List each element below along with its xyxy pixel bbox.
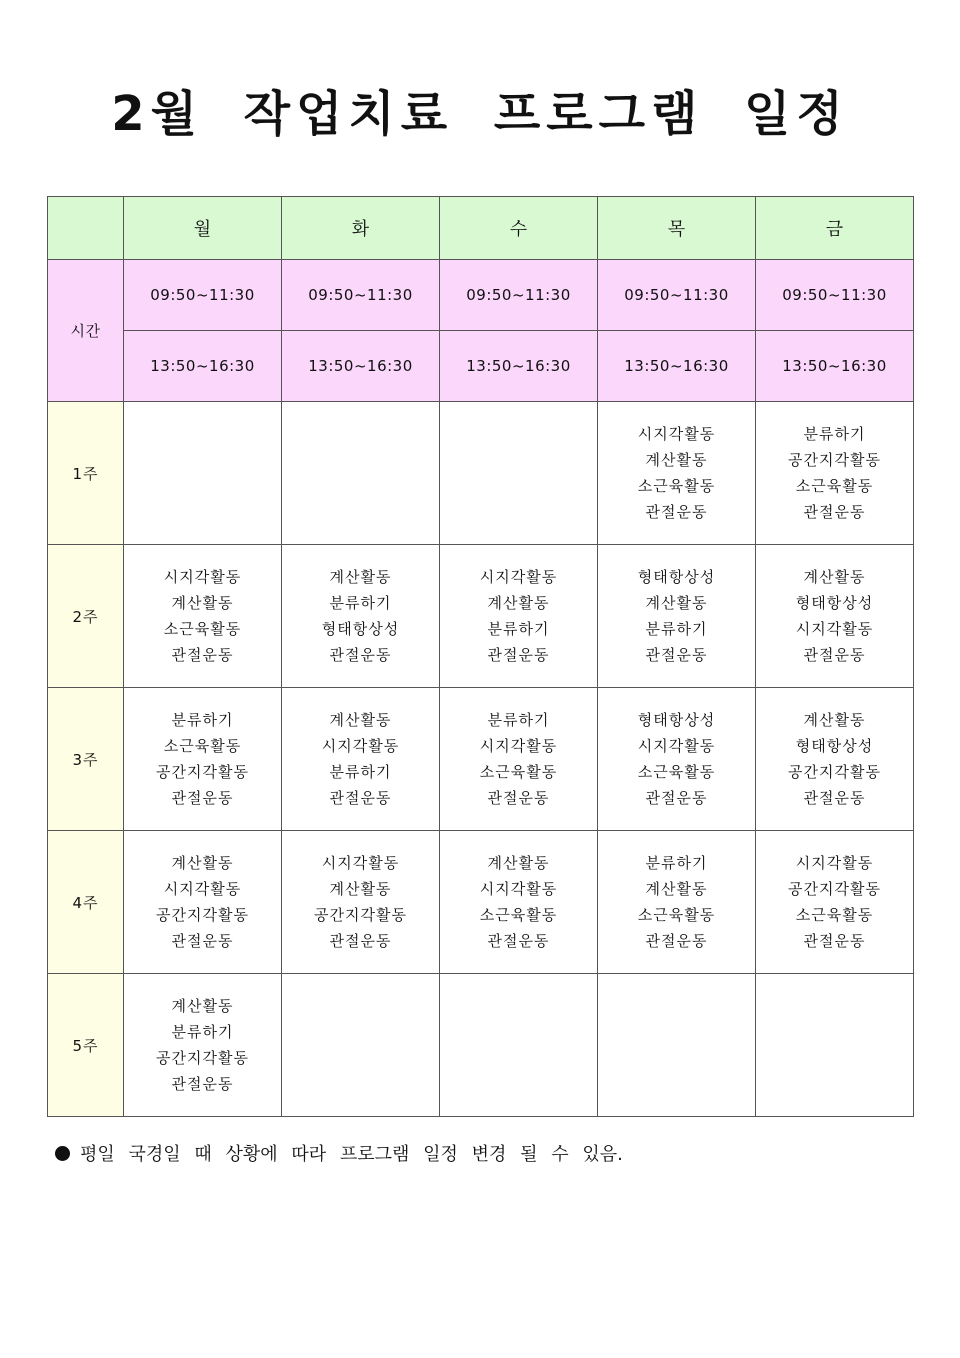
week-row bbox=[48, 545, 914, 688]
footnote bbox=[55, 1140, 915, 1170]
time-row-morning bbox=[48, 260, 914, 331]
activity-item: 관절운동 bbox=[803, 789, 866, 807]
schedule-cell bbox=[282, 688, 440, 831]
schedule-cell bbox=[756, 831, 914, 974]
activity-item: 소근육활동 bbox=[637, 906, 716, 924]
activity-item: 시지각활동 bbox=[479, 880, 558, 898]
activity-item: 계산활동 bbox=[645, 451, 708, 469]
activity-item: 형태항상성 bbox=[321, 620, 400, 638]
schedule-cell bbox=[440, 974, 598, 1117]
activity-item: 시지각활동 bbox=[321, 737, 400, 755]
activity-item: 관절운동 bbox=[487, 646, 550, 664]
activity-item: 시지각활동 bbox=[479, 737, 558, 755]
activity-item: 관절운동 bbox=[171, 646, 234, 664]
schedule-cell bbox=[282, 831, 440, 974]
activity-item: 형태항상성 bbox=[637, 568, 716, 586]
schedule-cell bbox=[124, 402, 282, 545]
activity-item: 관절운동 bbox=[803, 932, 866, 950]
time-slot: 13:50~16:30 bbox=[756, 331, 914, 402]
schedule-cell bbox=[440, 545, 598, 688]
schedule-cell bbox=[282, 545, 440, 688]
activity-item: 계산활동 bbox=[171, 594, 234, 612]
activity-item: 시지각활동 bbox=[321, 854, 400, 872]
week-row bbox=[48, 831, 914, 974]
activity-item: 공간지각활동 bbox=[156, 906, 249, 924]
activity-item: 계산활동 bbox=[329, 880, 392, 898]
activity-item: 계산활동 bbox=[645, 594, 708, 612]
activity-item: 시지각활동 bbox=[795, 620, 874, 638]
corner-cell bbox=[48, 197, 124, 260]
activity-item: 시지각활동 bbox=[637, 737, 716, 755]
activity-item: 분류하기 bbox=[487, 711, 550, 729]
activity-item: 계산활동 bbox=[487, 594, 550, 612]
activity-item: 시지각활동 bbox=[163, 568, 242, 586]
schedule-cell bbox=[756, 402, 914, 545]
day-header-thu: 목 bbox=[598, 197, 756, 260]
time-slot: 09:50~11:30 bbox=[124, 260, 282, 331]
schedule-cell bbox=[598, 688, 756, 831]
activity-item: 소근육활동 bbox=[479, 763, 558, 781]
activity-item: 소근육활동 bbox=[637, 477, 716, 495]
schedule-cell bbox=[756, 545, 914, 688]
week-label: 5주 bbox=[48, 974, 124, 1117]
schedule-table bbox=[47, 196, 914, 1117]
schedule-cell bbox=[124, 974, 282, 1117]
time-slot: 13:50~16:30 bbox=[124, 331, 282, 402]
header-row bbox=[48, 197, 914, 260]
schedule-cell bbox=[756, 974, 914, 1117]
activity-item: 분류하기 bbox=[329, 763, 392, 781]
week-label: 2주 bbox=[48, 545, 124, 688]
day-header-fri: 금 bbox=[756, 197, 914, 260]
week-row bbox=[48, 688, 914, 831]
activity-item: 관절운동 bbox=[487, 932, 550, 950]
activity-item: 소근육활동 bbox=[795, 906, 874, 924]
activity-item: 관절운동 bbox=[171, 932, 234, 950]
activity-item: 분류하기 bbox=[171, 1023, 234, 1041]
activity-item: 관절운동 bbox=[329, 932, 392, 950]
schedule-cell bbox=[124, 831, 282, 974]
activity-item: 형태항상성 bbox=[795, 737, 874, 755]
activity-item: 관절운동 bbox=[329, 789, 392, 807]
activity-item: 계산활동 bbox=[329, 568, 392, 586]
week-label: 1주 bbox=[48, 402, 124, 545]
activity-item: 소근육활동 bbox=[163, 620, 242, 638]
week-label: 4주 bbox=[48, 831, 124, 974]
activity-item: 시지각활동 bbox=[479, 568, 558, 586]
activity-item: 소근육활동 bbox=[479, 906, 558, 924]
day-header-mon: 월 bbox=[124, 197, 282, 260]
activity-item: 계산활동 bbox=[171, 997, 234, 1015]
schedule-cell bbox=[124, 545, 282, 688]
schedule-cell bbox=[598, 974, 756, 1117]
time-slot: 13:50~16:30 bbox=[282, 331, 440, 402]
activity-item: 분류하기 bbox=[645, 620, 708, 638]
schedule-cell bbox=[440, 831, 598, 974]
activity-item: 형태항상성 bbox=[795, 594, 874, 612]
activity-item: 분류하기 bbox=[487, 620, 550, 638]
time-slot: 09:50~11:30 bbox=[440, 260, 598, 331]
activity-item: 관절운동 bbox=[803, 646, 866, 664]
activity-item: 관절운동 bbox=[329, 646, 392, 664]
activity-item: 계산활동 bbox=[329, 711, 392, 729]
activity-item: 계산활동 bbox=[645, 880, 708, 898]
time-slot: 09:50~11:30 bbox=[598, 260, 756, 331]
activity-item: 분류하기 bbox=[645, 854, 708, 872]
schedule-cell bbox=[440, 688, 598, 831]
activity-item: 시지각활동 bbox=[163, 880, 242, 898]
schedule-cell bbox=[598, 545, 756, 688]
activity-item: 관절운동 bbox=[487, 789, 550, 807]
activity-item: 분류하기 bbox=[803, 425, 866, 443]
activity-item: 계산활동 bbox=[171, 854, 234, 872]
activity-item: 관절운동 bbox=[645, 932, 708, 950]
week-label: 3주 bbox=[48, 688, 124, 831]
activity-item: 공간지각활동 bbox=[788, 451, 881, 469]
activity-item: 소근육활동 bbox=[163, 737, 242, 755]
schedule-cell bbox=[282, 974, 440, 1117]
activity-item: 관절운동 bbox=[645, 789, 708, 807]
time-slot: 13:50~16:30 bbox=[598, 331, 756, 402]
bullet-icon bbox=[55, 1146, 70, 1161]
day-header-tue: 화 bbox=[282, 197, 440, 260]
activity-item: 관절운동 bbox=[803, 503, 866, 521]
activity-item: 시지각활동 bbox=[795, 854, 874, 872]
activity-item: 관절운동 bbox=[645, 646, 708, 664]
activity-item: 계산활동 bbox=[803, 568, 866, 586]
time-slot: 13:50~16:30 bbox=[440, 331, 598, 402]
week-row bbox=[48, 402, 914, 545]
activity-item: 계산활동 bbox=[803, 711, 866, 729]
schedule-cell bbox=[440, 402, 598, 545]
page-title: 2월 작업치료 프로그램 일정 bbox=[111, 86, 849, 142]
time-label: 시간 bbox=[48, 260, 124, 402]
activity-item: 분류하기 bbox=[329, 594, 392, 612]
time-slot: 09:50~11:30 bbox=[756, 260, 914, 331]
footnote-text: 평일 국경일 때 상황에 따라 프로그램 일정 변경 될 수 있음. bbox=[80, 1144, 623, 1165]
activity-item: 시지각활동 bbox=[637, 425, 716, 443]
schedule-cell bbox=[282, 402, 440, 545]
schedule-cell bbox=[124, 688, 282, 831]
activity-item: 소근육활동 bbox=[795, 477, 874, 495]
activity-item: 관절운동 bbox=[171, 1075, 234, 1093]
time-row-afternoon bbox=[48, 331, 914, 402]
time-slot: 09:50~11:30 bbox=[282, 260, 440, 331]
schedule-cell bbox=[598, 831, 756, 974]
activity-item: 분류하기 bbox=[171, 711, 234, 729]
activity-item: 형태항상성 bbox=[637, 711, 716, 729]
activity-item: 관절운동 bbox=[171, 789, 234, 807]
activity-item: 공간지각활동 bbox=[156, 763, 249, 781]
day-header-wed: 수 bbox=[440, 197, 598, 260]
activity-item: 공간지각활동 bbox=[156, 1049, 249, 1067]
activity-item: 공간지각활동 bbox=[314, 906, 407, 924]
schedule-cell bbox=[756, 688, 914, 831]
activity-item: 계산활동 bbox=[487, 854, 550, 872]
activity-item: 소근육활동 bbox=[637, 763, 716, 781]
week-row bbox=[48, 974, 914, 1117]
activity-item: 관절운동 bbox=[645, 503, 708, 521]
schedule-cell bbox=[598, 402, 756, 545]
activity-item: 공간지각활동 bbox=[788, 880, 881, 898]
activity-item: 공간지각활동 bbox=[788, 763, 881, 781]
